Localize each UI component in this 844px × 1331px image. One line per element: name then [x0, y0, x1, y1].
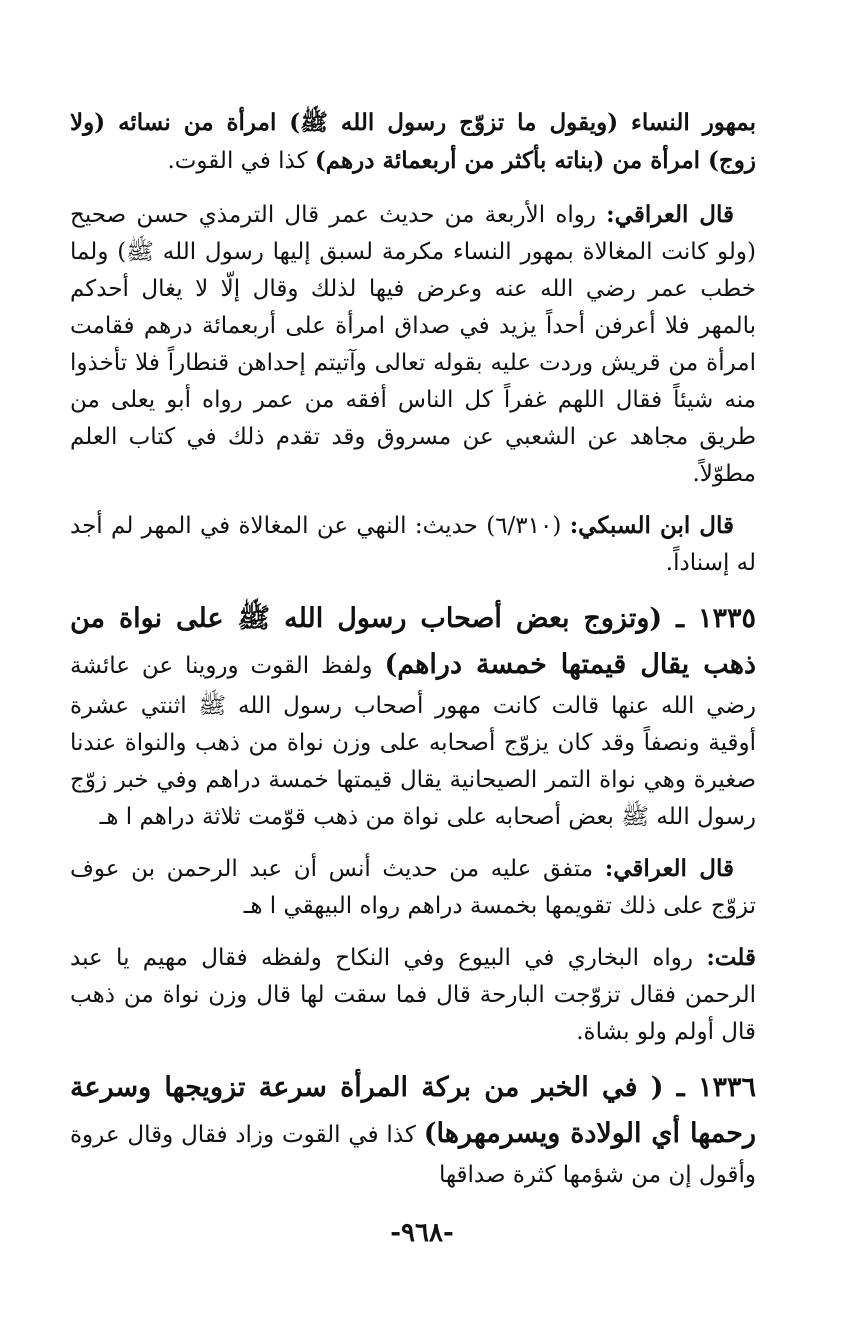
note-text: متفق عليه من حديث أنس أن عبد الرحمن بن عوف تزوّج على ذلك تقويمها بخمسة دراهم رواه البيهقي ا هـ: [70, 856, 756, 919]
note-text: رواه الأربعة من حديث عمر قال الترمذي حسن صحيح (ولو كانت المغالاة بمهور النساء مكرمة لسبق إليها رسول الله ﷺ) ولما خطب عمر رضي الله عنه وعرض فيها لذلك وقال إلّا لا يغال أحدكم بالمهر فلا أعرفن أحداً يزيد في صداق امرأة على أربعمائة درهم فقامت امرأة من قريش وردت عليه بقوله تعالى وآتيتم إحداهن قنطاراً فلا تأخذوا منه شيئاً فقال اللهم غفراً كل الناس أفقه من عمر رواه أبو يعلى من طريق مجاهد عن الشعبي عن مسروق وقد تقدم ذلك في كتاب العلم مطوّلاً.: [70, 202, 756, 487]
entry-body: ولفظ القوت وروينا عن عائشة رضي الله عنها قالت كانت مهور أصحاب رسول الله ﷺ اثنتي عشرة أوقية ونصفاً وقد كان يزوّج أصحابه على وزن نواة من ذهب والنواة عندنا صغيرة وهي نواة التمر الصيحانية يقال قيمتها خمسة دراهم وفي خبر زوّج رسول الله ﷺ بعض أصحابه على نواة من ذهب قوّمت ثلاثة دراهم ا هـ: [70, 653, 756, 830]
intro-text: كذا في القوت.: [167, 148, 315, 174]
note-label: قال العراقي:: [606, 201, 735, 228]
note-label: قال ابن السبكي:: [569, 512, 734, 539]
entry-1336: [70, 1065, 756, 1194]
entry-1335: [70, 596, 756, 836]
note-label: قلت:: [706, 944, 756, 971]
page-body: [70, 104, 756, 1208]
note-subki: [70, 507, 756, 582]
note-iraqi-1: [70, 196, 756, 493]
note-label: قال العراقي:: [604, 855, 734, 882]
page-number: -٩٦٨-: [390, 1218, 454, 1248]
entry-number: ١٣٣٥ ـ: [676, 603, 757, 634]
note-iraqi-2: [70, 850, 756, 925]
intro-bold-text: بمهور النساء (ويقول ما تزوّج رسول الله ﷺ) امرأة من نسائه (ولا زوج) امرأة من (بناته بأكثر من أربعمائة درهم): [70, 109, 756, 174]
intro-paragraph: [70, 104, 756, 180]
note-text: رواه البخاري في البيوع وفي النكاح ولفظه فقال مهيم يا عبد الرحمن فقال تزوّجت البارحة قال فما سقت لها قال وزن نواة من ذهب قال أولم ولو بشاة.: [70, 945, 756, 1045]
entry-heading: ( في الخبر من بركة المرأة سرعة تزويجها وسرعة رحمها أي الولادة ويسرمهرها): [70, 1072, 756, 1149]
entry-number: ١٣٣٦ ـ: [676, 1072, 756, 1103]
entry-heading: (وتزوج بعض أصحاب رسول الله ﷺ على نواة من ذهب يقال قيمتها خمسة دراهم): [70, 603, 756, 680]
entry-body: كذا في القوت وزاد فقال وقال عروة وأقول إن من شؤمها كثرة صداقها: [70, 1122, 756, 1188]
note-qultu: [70, 939, 756, 1051]
note-text: (٦/٣١٠) حديث: النهي عن المغالاة في المهر لم أجد له إسناداً.: [70, 513, 756, 576]
